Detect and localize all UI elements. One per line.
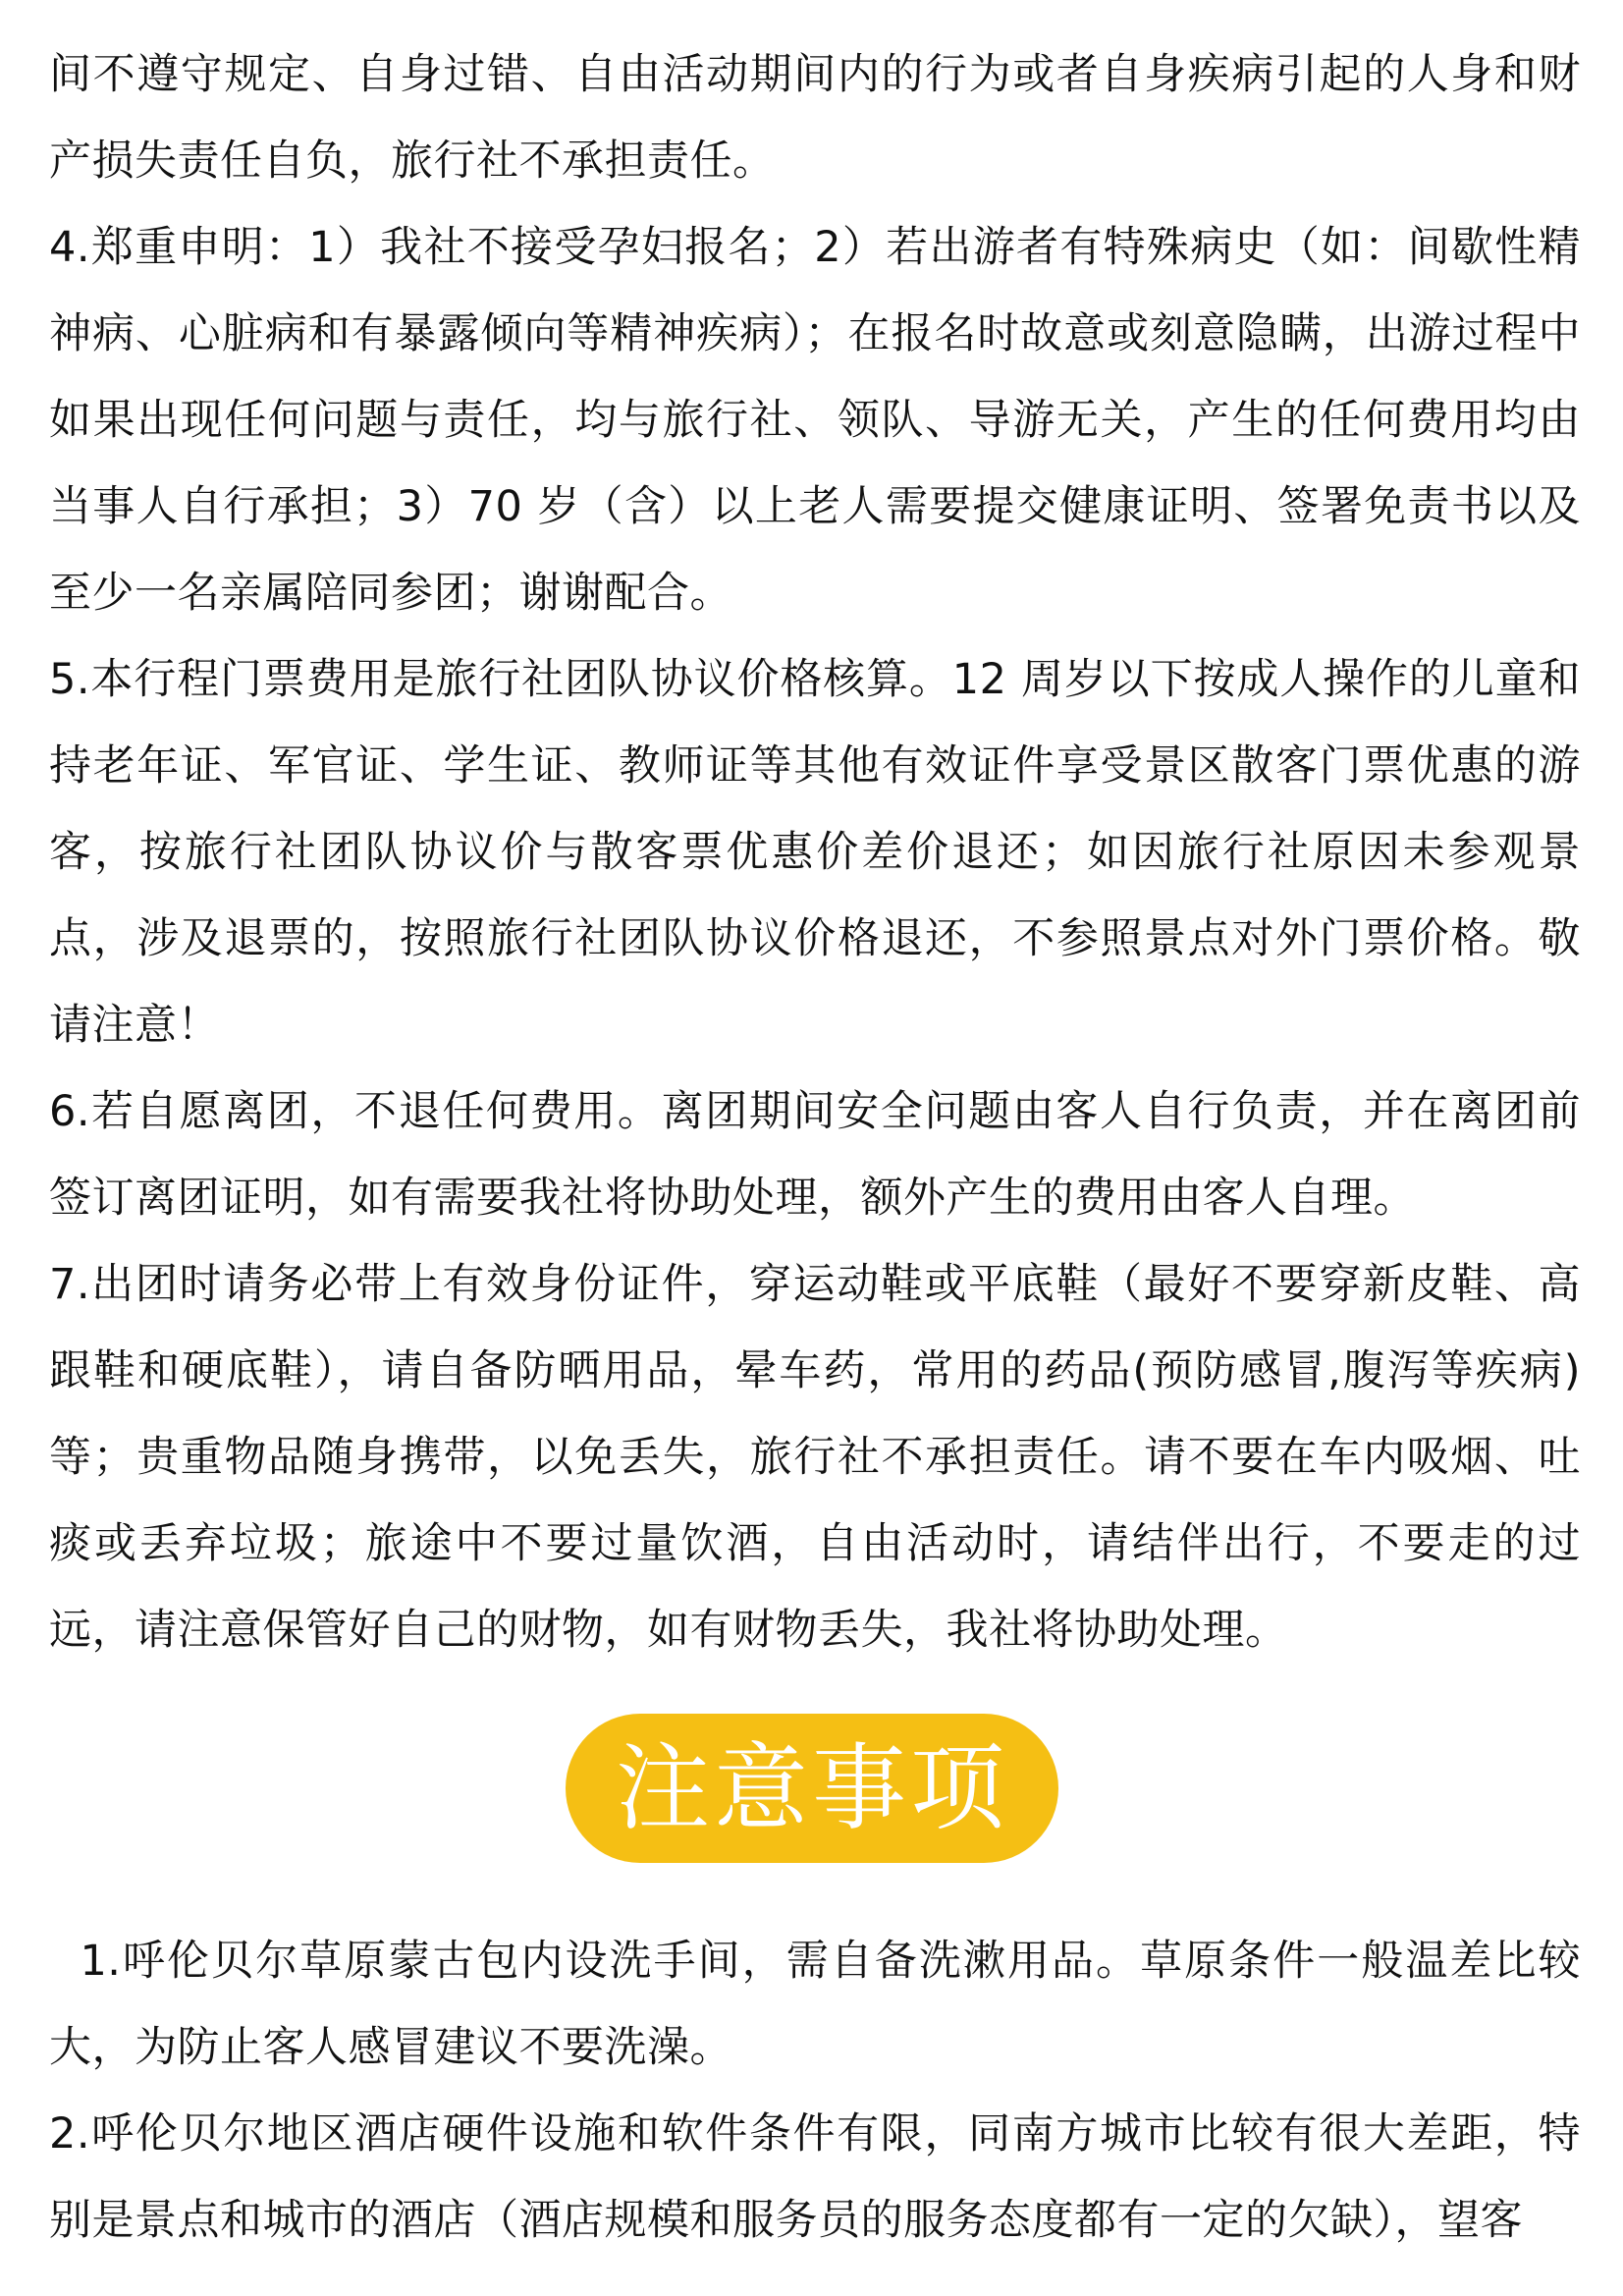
paragraph-yurt-notice: 1.呼伦贝尔草原蒙古包内设洗手间，需自备洗漱用品。草原条件一般温差比较大，为防止客人感冒建议不要洗澡。 bbox=[49, 1937, 1581, 2072]
paragraph-hotel-notice: 2.呼伦贝尔地区酒店硬件设施和软件条件有限，同南方城市比较有很大差距，特别是景点和城市的酒店（酒店规模和服务员的服务态度都有一定的欠缺），望客 bbox=[49, 2109, 1581, 2245]
top-text-section bbox=[49, 31, 1581, 1673]
section-title-badge bbox=[566, 1714, 1058, 1863]
paragraph-liability-continued: 间不遵守规定、自身过错、自由活动期间内的行为或者自身疾病引起的人身和财产损失责任自负，旅行社不承担责任。 bbox=[49, 50, 1581, 186]
paragraph-ticket-fees: 5.本行程门票费用是旅行社团队协议价格核算。12 周岁以下按成人操作的儿童和持老年证、军官证、学生证、教师证等其他有效证件享受景区散客门票优惠的游客，按旅行社团队协议价与散客票优惠价差价退还；如因旅行社原因未参观景点，涉及退票的，按照旅行社团队协议价格退还，不参照景点对外门票价格。敬请注意！ bbox=[49, 655, 1581, 1050]
bottom-text-section bbox=[49, 1918, 1581, 2264]
paragraph-departure-items: 7.出团时请务必带上有效身份证件，穿运动鞋或平底鞋（最好不要穿新皮鞋、高跟鞋和硬底鞋），请自备防晒用品，晕车药，常用的药品(预防感冒,腹泻等疾病)等；贵重物品随身携带，以免丢失，旅行社不承担责任。请不要在车内吸烟、吐痰或丢弃垃圾；旅途中不要过量饮酒，自由活动时，请结伴出行，不要走的过远，请注意保管好自己的财物，如有财物丢失，我社将协助处理。 bbox=[49, 1260, 1581, 1655]
section-title: 注意事项 bbox=[616, 1733, 1008, 1843]
paragraph-leaving-group: 6.若自愿离团，不退任何费用。离团期间安全问题由客人自行负责，并在离团前签订离团证明，如有需要我社将协助处理，额外产生的费用由客人自理。 bbox=[49, 1087, 1581, 1223]
paragraph-declaration: 4.郑重申明：1）我社不接受孕妇报名；2）若出游者有特殊病史（如：间歇性精神病、心脏病和有暴露倾向等精神疾病）；在报名时故意或刻意隐瞒，出游过程中如果出现任何问题与责任，均与旅行社、领队、导游无关，产生的任何费用均由当事人自行承担；3）70 岁（含）以上老人需要提交健康证明、签署免责书以及至少一名亲属陪同参团；谢谢配合。 bbox=[49, 223, 1581, 618]
